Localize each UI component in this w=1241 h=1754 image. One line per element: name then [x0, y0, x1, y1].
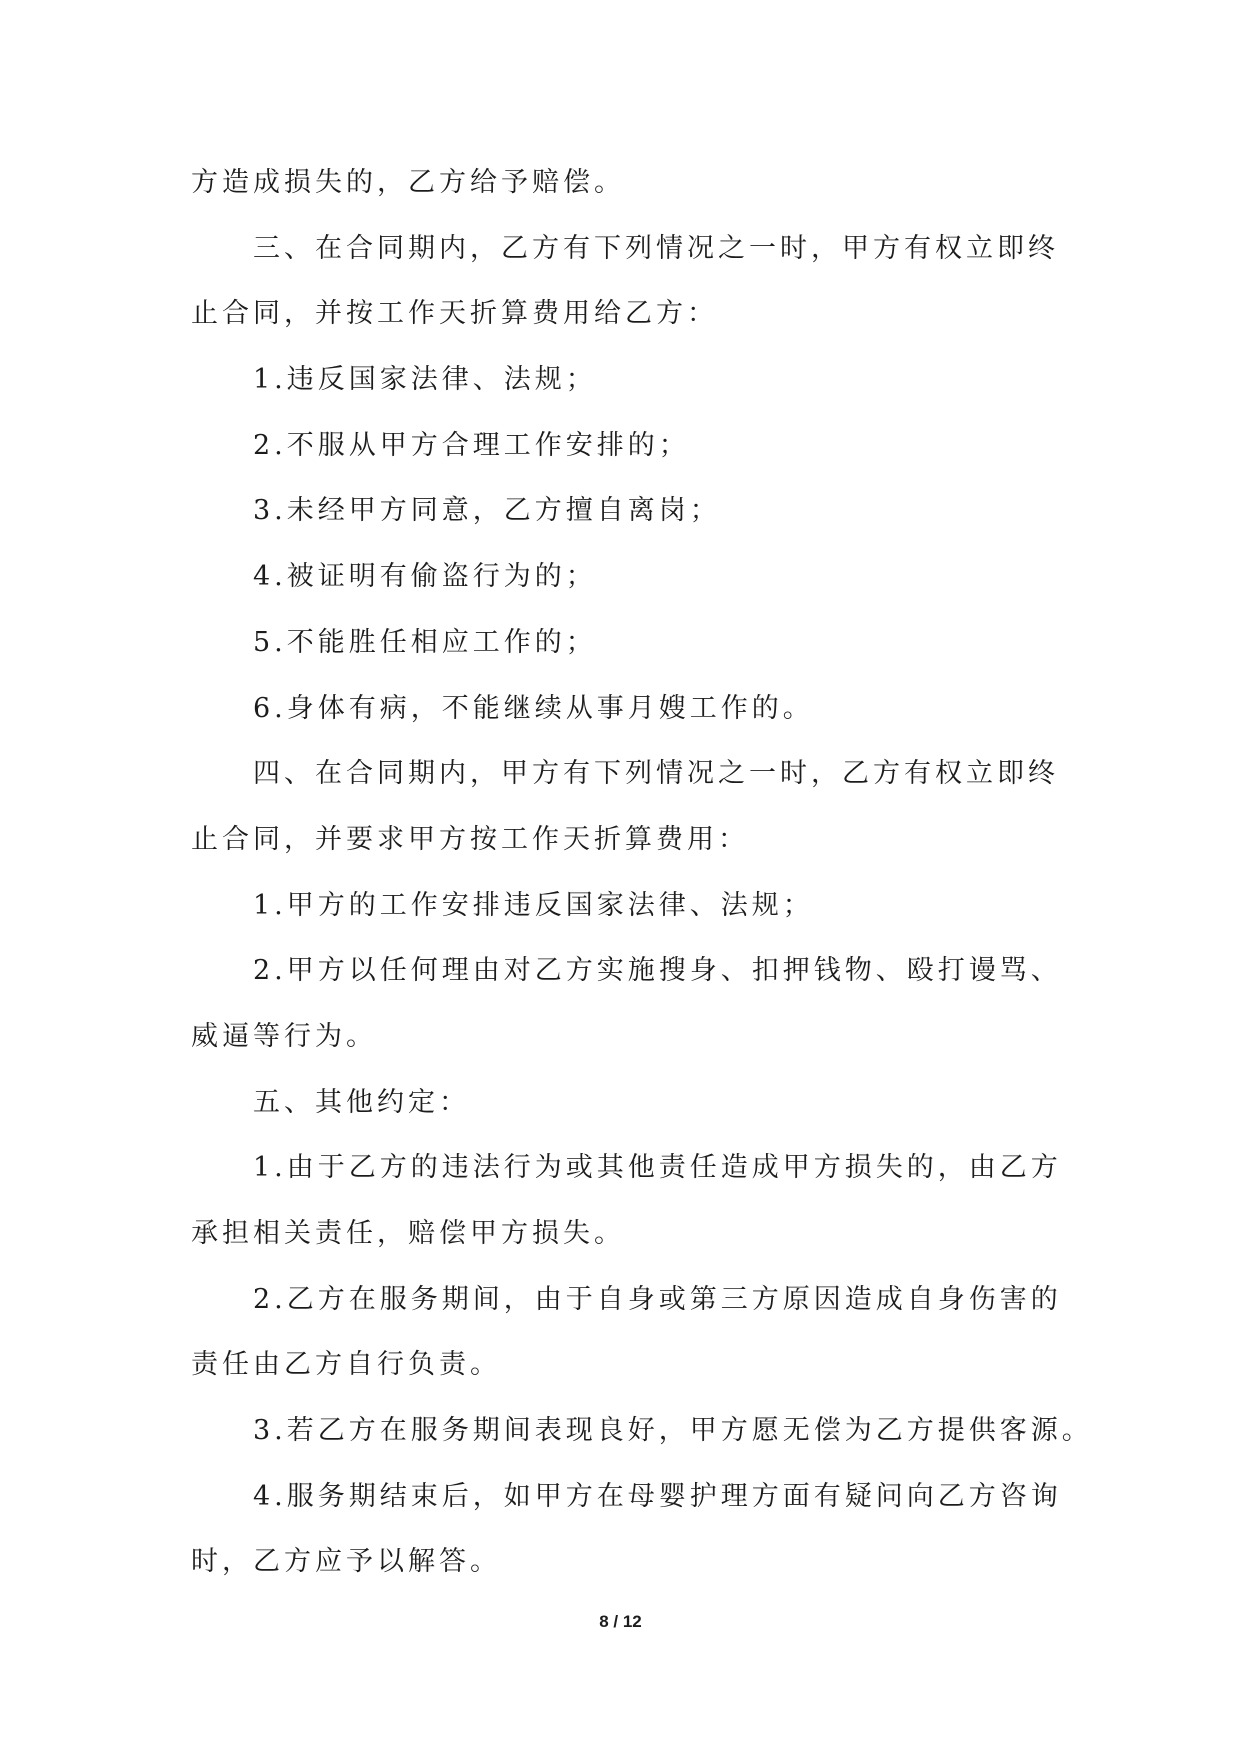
clause-4-intro [191, 741, 1091, 872]
paragraph-line: 时，乙方应予以解答。 [191, 1546, 501, 1578]
paragraph-line: 止合同，并按工作天折算费用给乙方： [191, 298, 718, 330]
paragraph-line: 方造成损失的，乙方给予赔偿。 [191, 167, 625, 198]
paragraph-line: 5.不能胜任相应工作的； [253, 626, 597, 658]
paragraph-line: 承担相关责任，赔偿甲方损失。 [191, 1218, 625, 1249]
paragraph-line: 6.身体有病，不能继续从事月嫂工作的。 [253, 692, 814, 724]
paragraph-line: 1.违反国家法律、法规； [253, 364, 597, 396]
clause-5-item-1 [191, 1135, 1091, 1266]
clause-5-item-3 [191, 1398, 1091, 1464]
paragraph-line: 3.未经甲方同意，乙方擅自离岗； [253, 495, 721, 527]
clause-3-item-6 [191, 676, 1091, 742]
clause-4-item-1 [191, 873, 1091, 939]
paragraph-line: 2.甲方以任何理由对乙方实施搜身、扣押钱物、殴打谩骂、 [253, 955, 1062, 987]
paragraph-line: 四、在合同期内，甲方有下列情况之一时，乙方有权立即终 [253, 758, 1059, 790]
clause-5-intro [191, 1070, 1091, 1136]
page-number: 8 / 12 [599, 1612, 642, 1631]
clause-3-item-2 [191, 413, 1091, 479]
clause-4-item-2 [191, 938, 1091, 1069]
clause-3-item-4 [191, 544, 1091, 610]
clause-5-item-2 [191, 1267, 1091, 1398]
paragraph-line: 4.服务期结束后，如甲方在母婴护理方面有疑问向乙方咨询 [253, 1480, 1062, 1512]
paragraph-line: 五、其他约定： [253, 1086, 470, 1118]
paragraph-line: 威逼等行为。 [191, 1020, 377, 1052]
paragraph-line: 1.由于乙方的违法行为或其他责任造成甲方损失的，由乙方 [253, 1152, 1062, 1184]
paragraph-line: 3.若乙方在服务期间表现良好，甲方愿无偿为乙方提供客源。 [253, 1415, 1093, 1447]
clause-3-item-1 [191, 347, 1091, 413]
paragraph-line: 2.乙方在服务期间，由于自身或第三方原因造成自身伤害的 [253, 1283, 1062, 1315]
paragraph-line: 1.甲方的工作安排违反国家法律、法规； [253, 889, 814, 921]
paragraph-line: 责任由乙方自行负责。 [191, 1349, 501, 1381]
continuation-paragraph [191, 150, 1091, 216]
clause-3-item-5 [191, 610, 1091, 676]
clause-3-item-3 [191, 478, 1091, 544]
document-body [191, 150, 1091, 1595]
paragraph-line: 三、在合同期内，乙方有下列情况之一时，甲方有权立即终 [253, 232, 1059, 264]
paragraph-line: 2.不服从甲方合理工作安排的； [253, 429, 690, 461]
paragraph-line: 4.被证明有偷盗行为的； [253, 561, 597, 593]
clause-3-intro [191, 216, 1091, 347]
paragraph-line: 止合同，并要求甲方按工作天折算费用： [191, 823, 749, 855]
clause-5-item-4 [191, 1464, 1091, 1595]
